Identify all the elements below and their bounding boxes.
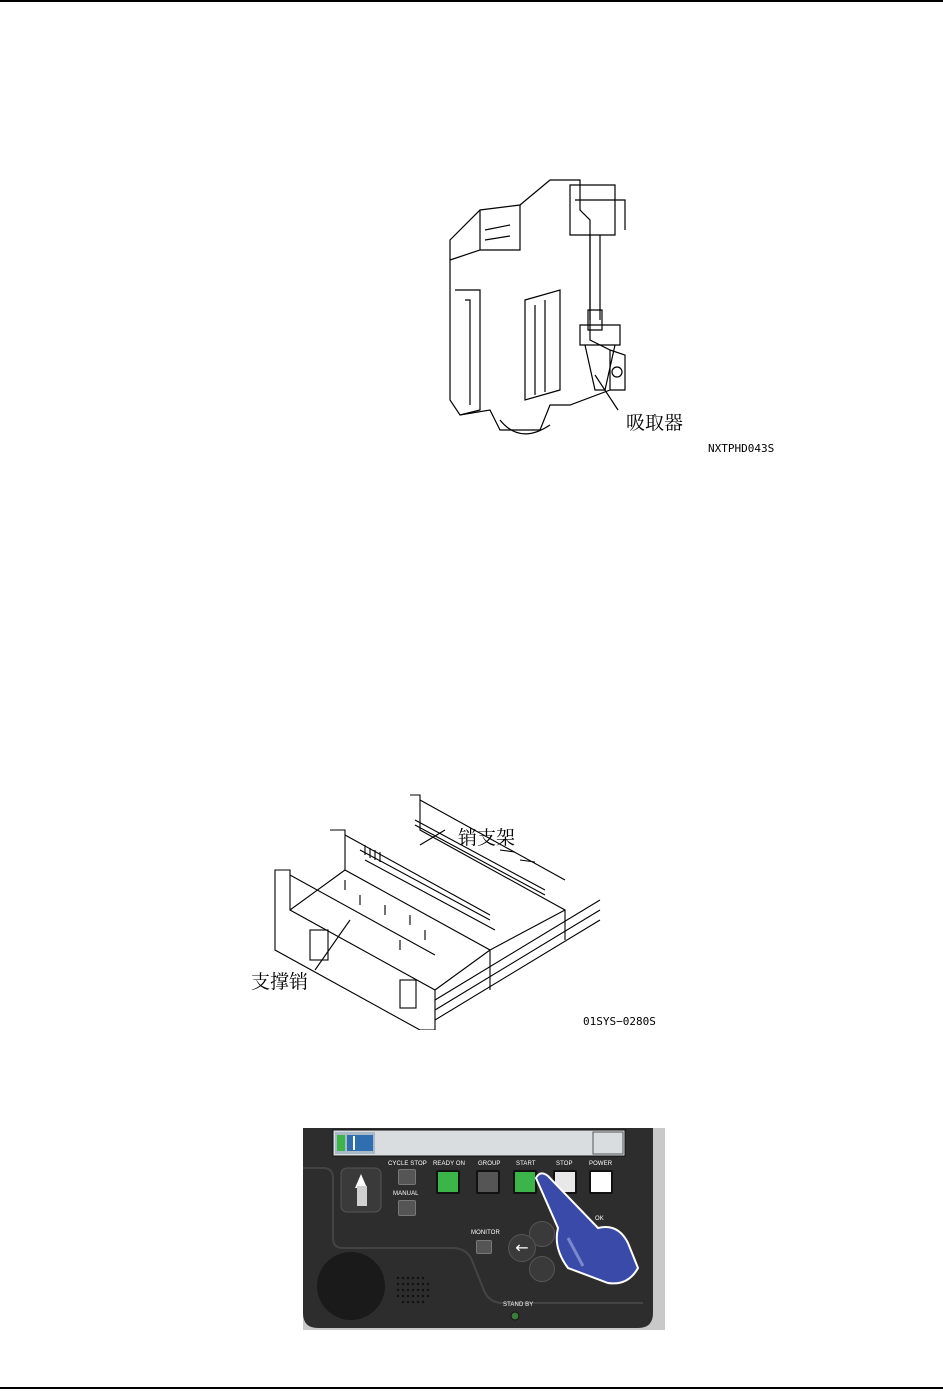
- head-drawing: [440, 160, 640, 460]
- monitor-label: MONITOR: [471, 1230, 500, 1236]
- top-rule: [0, 0, 943, 2]
- manual-button[interactable]: [398, 1200, 416, 1216]
- pin-holder-drawing: [270, 790, 610, 1030]
- power-label: POWER: [589, 1161, 613, 1167]
- backup-pin-illustration: [270, 790, 610, 1030]
- pin-holder-label: 销支架: [458, 827, 516, 849]
- head-illustration: [440, 160, 640, 460]
- start-label: START: [516, 1161, 536, 1167]
- nozzle-label: 吸取器: [626, 412, 684, 434]
- hand-pointer-icon: [528, 1168, 648, 1288]
- figure2-code: 01SYS−0280S: [583, 1015, 656, 1028]
- bottom-rule: [0, 1387, 943, 1389]
- backup-pin-label: 支撑销: [251, 971, 309, 993]
- ready-on-button[interactable]: [436, 1170, 460, 1194]
- stand-by-label: STAND BY: [503, 1302, 534, 1308]
- figure1-code: NXTPHD043S: [708, 442, 775, 455]
- cycle-stop-button[interactable]: [398, 1169, 416, 1185]
- monitor-button[interactable]: [476, 1240, 492, 1254]
- ok-label: OK: [595, 1216, 604, 1222]
- group-button[interactable]: [476, 1170, 500, 1194]
- cycle-stop-label: CYCLE STOP: [388, 1161, 427, 1167]
- stop-label: STOP: [556, 1161, 573, 1167]
- operation-panel: [303, 1128, 665, 1330]
- group-label: GROUP: [478, 1161, 501, 1167]
- manual-label: MANUAL: [393, 1191, 419, 1197]
- arrow-left-button[interactable]: ←: [508, 1234, 536, 1262]
- ready-on-label: READY ON: [433, 1161, 466, 1167]
